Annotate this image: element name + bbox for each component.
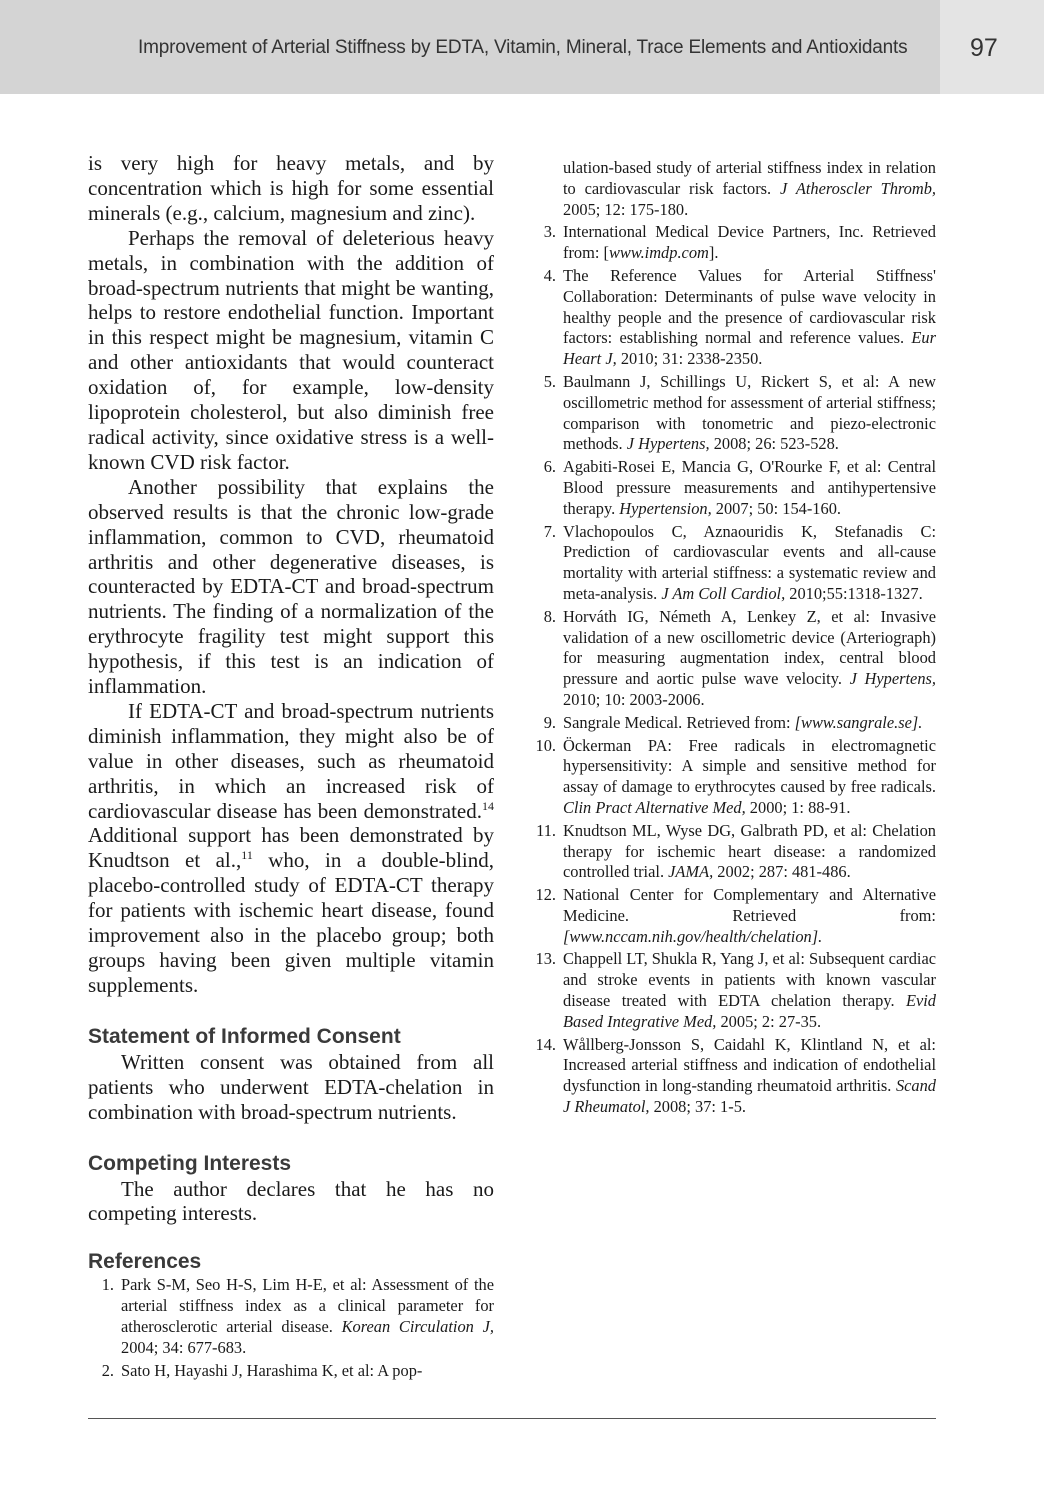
reference-tail: 2010; 10: 2003-2006.	[563, 689, 705, 709]
left-column	[88, 151, 494, 1381]
reference-tail: 2005; 2: 27-35.	[716, 1011, 822, 1031]
reference-journal: Eur Heart J,	[563, 328, 936, 369]
reference-text: The Reference Values for Arterial Stiffness' Collaboration: Determinants of pulse wave velocity in healthy people and the presence of cardiovascular risk factors: establishing normal and reference values.	[563, 265, 936, 348]
reference-text: Sangrale Medical. Retrieved from:	[563, 712, 795, 732]
reference-6	[530, 457, 936, 519]
page-number-box	[940, 0, 1044, 94]
reference-1	[88, 1275, 494, 1358]
reference-journal: J Atheroscler Thromb,	[780, 178, 936, 198]
reference-list-left	[88, 1275, 494, 1381]
running-title: Improvement of Arterial Stiffness by EDTA, Vitamin, Mineral, Trace Elements and Antioxidants	[138, 37, 908, 58]
reference-3	[530, 222, 936, 264]
reference-journal: Korean Circulation J,	[341, 1316, 494, 1336]
reference-journal: Scand J Rheumatol,	[563, 1076, 936, 1117]
reference-journal: www.imdp.com	[608, 243, 709, 263]
paragraph-4-part-b: Additional support has been demonstrated by Knudtson et al.,	[88, 823, 494, 873]
reference-tail: 2002; 287: 481-486.	[713, 862, 851, 882]
reference-tail: 2010;55:1318-1327.	[785, 583, 923, 603]
reference-number: 11.	[536, 820, 556, 840]
reference-journal: Evid Based Integrative Med,	[563, 991, 936, 1031]
reference-number: 10.	[535, 735, 556, 755]
reference-number: 13.	[535, 949, 556, 969]
paragraph-1: is very high for heavy metals, and by concentration which is high for some essential minerals (e.g., calcium, magnesium and zinc).	[88, 151, 494, 225]
running-header	[0, 0, 1044, 94]
reference-2-continued	[530, 158, 936, 220]
reference-journal: [www.sangrale.se].	[794, 712, 923, 732]
reference-text: Agabiti-Rosei E, Mancia G, O'Rourke F, et al: Central Blood pressure measurements and antihypertensive therapy.	[563, 457, 936, 518]
reference-number: 14.	[535, 1034, 556, 1054]
reference-text: Sato H, Hayashi J, Harashima K, et al: A pop-	[121, 1360, 423, 1380]
reference-number: 7.	[543, 521, 556, 541]
reference-tail: 2008; 37: 1-5.	[649, 1097, 747, 1117]
reference-number: 12.	[535, 885, 556, 905]
reference-number: 1.	[101, 1275, 114, 1295]
reference-tail: 2004; 34: 677-683.	[121, 1337, 247, 1357]
paragraph-4-part-c: who, in a double-blind, placebo-controlled study of EDTA-CT therapy for patients with ischemic heart disease, found improvement also in the placebo group; both groups having been given multiple vitamin supplements.	[88, 848, 495, 997]
reference-text: Wållberg-Jonsson S, Caidahl K, Klintland N, et al: Increased arterial stiffness and indication of endothelial dysfunction in long-standing rheumatoid arthritis.	[563, 1034, 936, 1096]
reference-journal: J Hypertens,	[626, 434, 710, 454]
reference-journal: J Am Coll Cardiol,	[661, 583, 786, 603]
reference-tail: 2008; 26: 523-528.	[709, 434, 839, 454]
reference-tail: 2010; 31: 2338-2350.	[616, 349, 763, 369]
reference-text: Park S-M, Seo H-S, Lim H-E, et al: Assessment of the arterial stiffness index as a clinical parameter for atherosclerotic arterial disease.	[121, 1275, 494, 1336]
reference-list-right	[530, 222, 936, 1117]
reference-tail: 2000; 1: 88-91.	[745, 797, 851, 817]
right-column	[530, 158, 936, 1118]
reference-text: Vlachopoulos C, Aznaouridis K, Stefanadis C: Prediction of cardiovascular events and all-cause mortality with arterial stiffness: a systematic review and meta-analysis.	[563, 521, 936, 603]
reference-journal: Clin Pract Alternative Med,	[563, 797, 746, 817]
citation-11: 11	[241, 848, 253, 863]
reference-journal: JAMA,	[668, 862, 714, 882]
reference-number: 3.	[543, 222, 556, 242]
reference-text: National Center for Complementary and Alternative Medicine. Retrieved from:	[563, 885, 936, 925]
reference-tail: ].	[708, 243, 719, 263]
reference-text: International Medical Device Partners, Inc. Retrieved from: [	[563, 222, 936, 263]
reference-text: Baulmann J, Schillings U, Rickert S, et al: A new oscillometric method for assessment of arterial stiffness; comparison with tonometric and piezo-electronic methods.	[563, 371, 936, 454]
reference-journal: J Hypertens,	[849, 669, 936, 689]
reference-text: Chappell LT, Shukla R, Yang J, et al: Subsequent cardiac and stroke events in patients with known vascular disease treated with EDTA chelation therapy.	[563, 949, 936, 1011]
reference-number: 6.	[543, 457, 556, 477]
reference-number: 4.	[543, 265, 556, 285]
page-number: 97	[970, 34, 998, 62]
reference-14	[530, 1035, 936, 1118]
reference-text: Knudtson ML, Wyse DG, Galbrath PD, et al: Chelation therapy for ischemic heart disease: a randomized controlled trial.	[563, 820, 936, 882]
reference-13	[530, 949, 936, 1032]
citation-14: 14	[482, 798, 494, 813]
reference-tail: 2007; 50: 154-160.	[711, 498, 841, 518]
reference-number: 9.	[543, 712, 556, 732]
reference-2	[88, 1361, 494, 1382]
consent-heading: Statement of Informed Consent	[88, 1024, 401, 1048]
reference-number: 5.	[543, 371, 556, 391]
reference-11	[530, 821, 936, 883]
competing-heading: Competing Interests	[88, 1151, 292, 1175]
reference-9	[530, 713, 936, 734]
paragraph-4-part-a: If EDTA-CT and broad-spectrum nutrients diminish inflammation, they might also be of value in other diseases, such as rheumatoid arthritis, in which an increased risk of cardiovascular disease has been demonstrated.	[88, 698, 494, 823]
paragraph-4	[88, 699, 494, 998]
footer-rule	[88, 1418, 936, 1419]
reference-7	[530, 522, 936, 605]
paragraph-2: Perhaps the removal of deleterious heavy metals, in combination with the addition of broad-spectrum nutrients that might be wanting, helps to restore endothelial function. Important in this respect might be magnesium, vitamin C and other antioxidants that would counteract oxidation of, for example, low-density lipoprotein cholesterol, but also diminish free radical activity, since oxidative stress is a well-known CVD risk factor.	[88, 225, 494, 474]
reference-text: Horváth IG, Németh A, Lenkey Z, et al: Invasive validation of a new oscillometric device (Arteriograph) for measuring augmentation index, central blood pressure and aortic pulse wave velocity.	[563, 606, 936, 689]
reference-tail: 2005; 12: 175-180.	[563, 199, 689, 219]
paragraph-3: Another possibility that explains the observed results is that the chronic low-grade inflammation, common to CVD, rheumatoid arthritis and other degenerative diseases, is counteracted by EDTA-CT and broad-spectrum nutrients. The finding of a normalization of the erythrocyte fragility test might support this hypothesis, if this test is an indication of inflammation.	[88, 474, 494, 699]
reference-number: 8.	[543, 606, 556, 626]
reference-5	[530, 372, 936, 455]
consent-text: Written consent was obtained from all patients who underwent EDTA-chelation in combination with broad-spectrum nutrients.	[88, 1049, 494, 1124]
reference-10	[530, 736, 936, 819]
reference-8	[530, 607, 936, 711]
reference-journal: Hypertension,	[619, 498, 712, 518]
references-heading: References	[88, 1250, 202, 1274]
reference-text: Öckerman PA: Free radicals in electromagnetic hypersensitivity: A simple and sensitive method for assay of damage to erythrocytes caused by free radicals.	[563, 735, 936, 797]
reference-12	[530, 885, 936, 947]
reference-4	[530, 266, 936, 370]
competing-text: The author declares that he has no competing interests.	[88, 1176, 494, 1226]
reference-number: 2.	[101, 1360, 114, 1380]
reference-journal: [www.nccam.nih.gov/health/chelation].	[563, 926, 823, 946]
reference-text: ulation-based study of arterial stiffness index in relation to cardiovascular risk factors.	[563, 158, 936, 198]
